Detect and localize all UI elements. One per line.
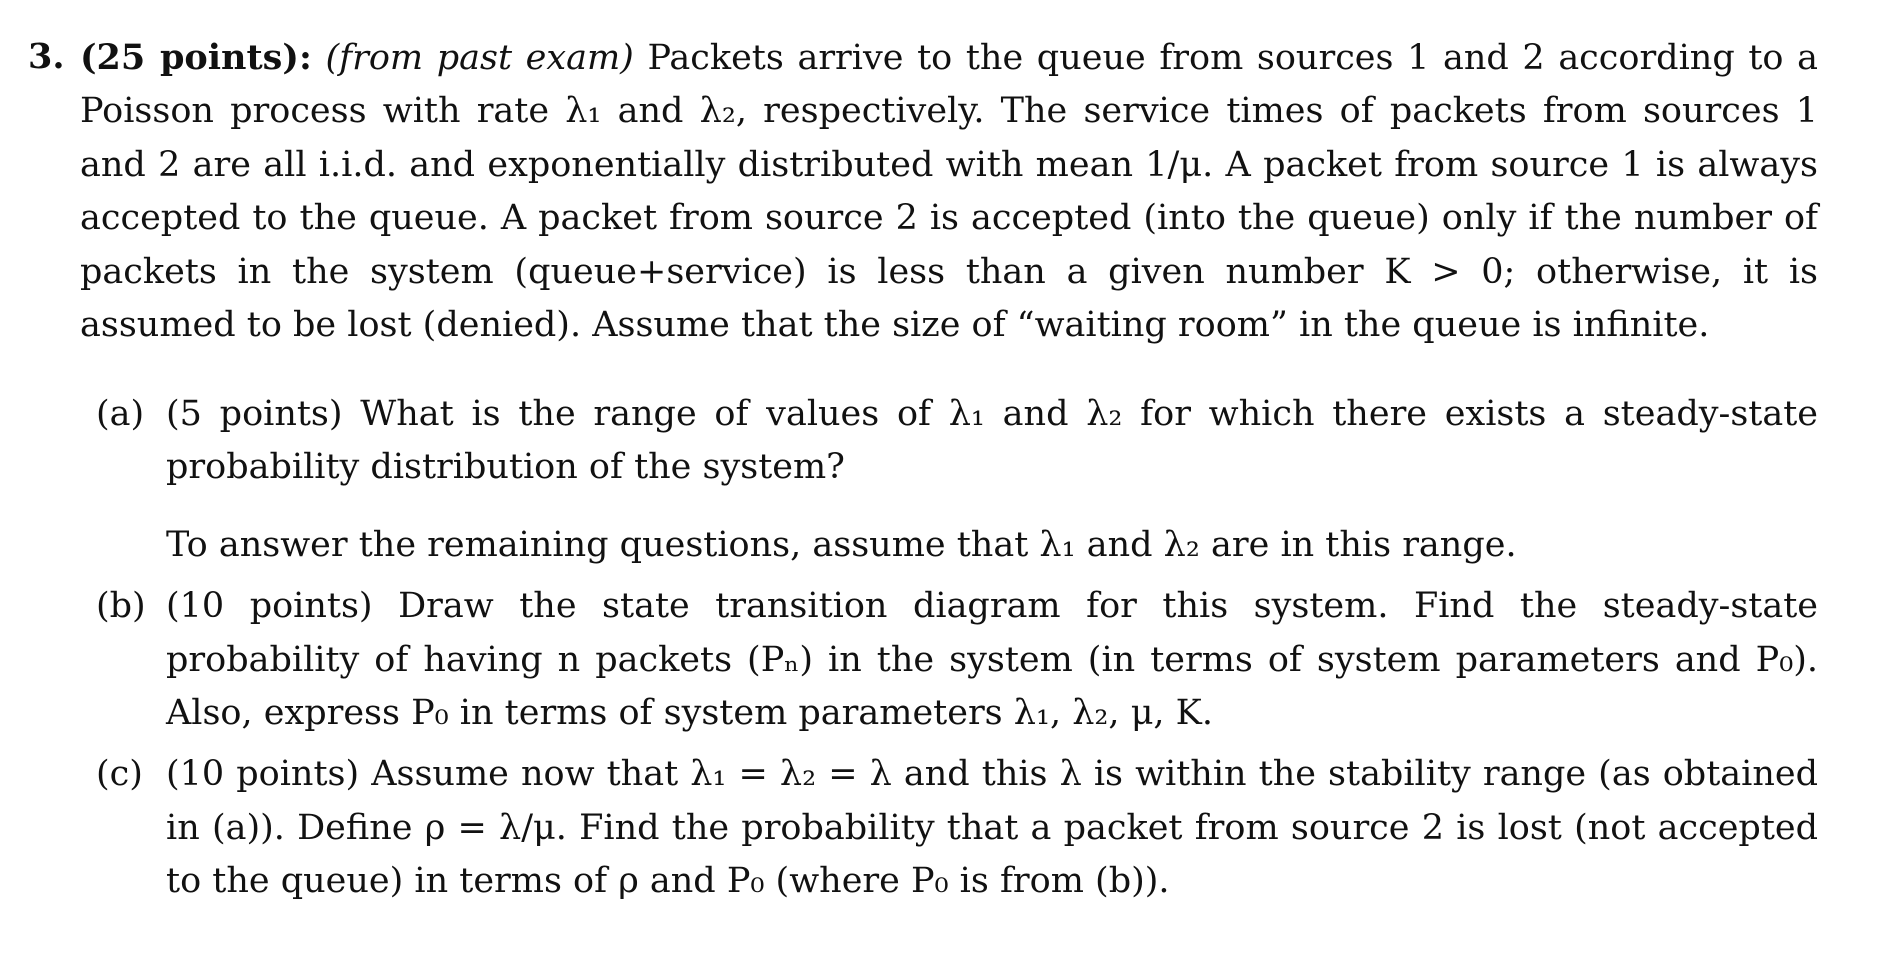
part-c-label: (c)	[96, 754, 143, 795]
problem-body	[80, 31, 1818, 352]
problem-number: 3.	[28, 36, 65, 77]
range-note: To answer the remaining questions, assume that λ₁ and λ₂ are in this range.	[166, 524, 1517, 565]
part-c-text: (10 points) Assume now that λ₁ = λ₂ = λ and this λ is within the stability range (as obtained in (a)). Define ρ = λ/μ. Find the probability that a packet from source 2 is lost (not accepted to the queue) in terms of ρ and P₀ (where P₀ is from (b)).	[166, 754, 1818, 902]
question-parts	[96, 388, 1818, 909]
part-b	[96, 580, 1818, 740]
problem-source: (from past exam)	[325, 38, 634, 79]
part-a-label: (a)	[96, 394, 145, 434]
part-c	[96, 748, 1818, 908]
part-a	[96, 388, 1818, 495]
problem-statement	[28, 30, 1818, 352]
problem-points: (25 points):	[80, 37, 312, 79]
part-b-label: (b)	[96, 586, 146, 627]
part-a-text: (5 points) What is the range of values of λ₁ and λ₂ for which there exists a steady-state probability distribution of the system?	[166, 394, 1818, 488]
part-b-text: (10 points) Draw the state transition diagram for this system. Find the steady-state probability of having n packets (Pₙ) in the system (in terms of system parameters and P₀). Also, express P₀ in terms of system parameters λ₁, λ₂, μ, K.	[166, 586, 1818, 734]
problem-text: Packets arrive to the queue from sources 1 and 2 according to a Poisson process with rate λ₁ and λ₂, respectively. The service times of packets from sources 1 and 2 are all i.i.d. and exponentially distributed with mean 1/μ. A packet from source 1 is always accepted to the queue. A packet from source 2 is accepted (into the queue) only if the number of packets in the system (queue+service) is less than a given number K > 0; otherwise, it is assumed to be lost (denied). Assume that the size of “waiting room” in the queue is infinite.	[80, 38, 1818, 346]
